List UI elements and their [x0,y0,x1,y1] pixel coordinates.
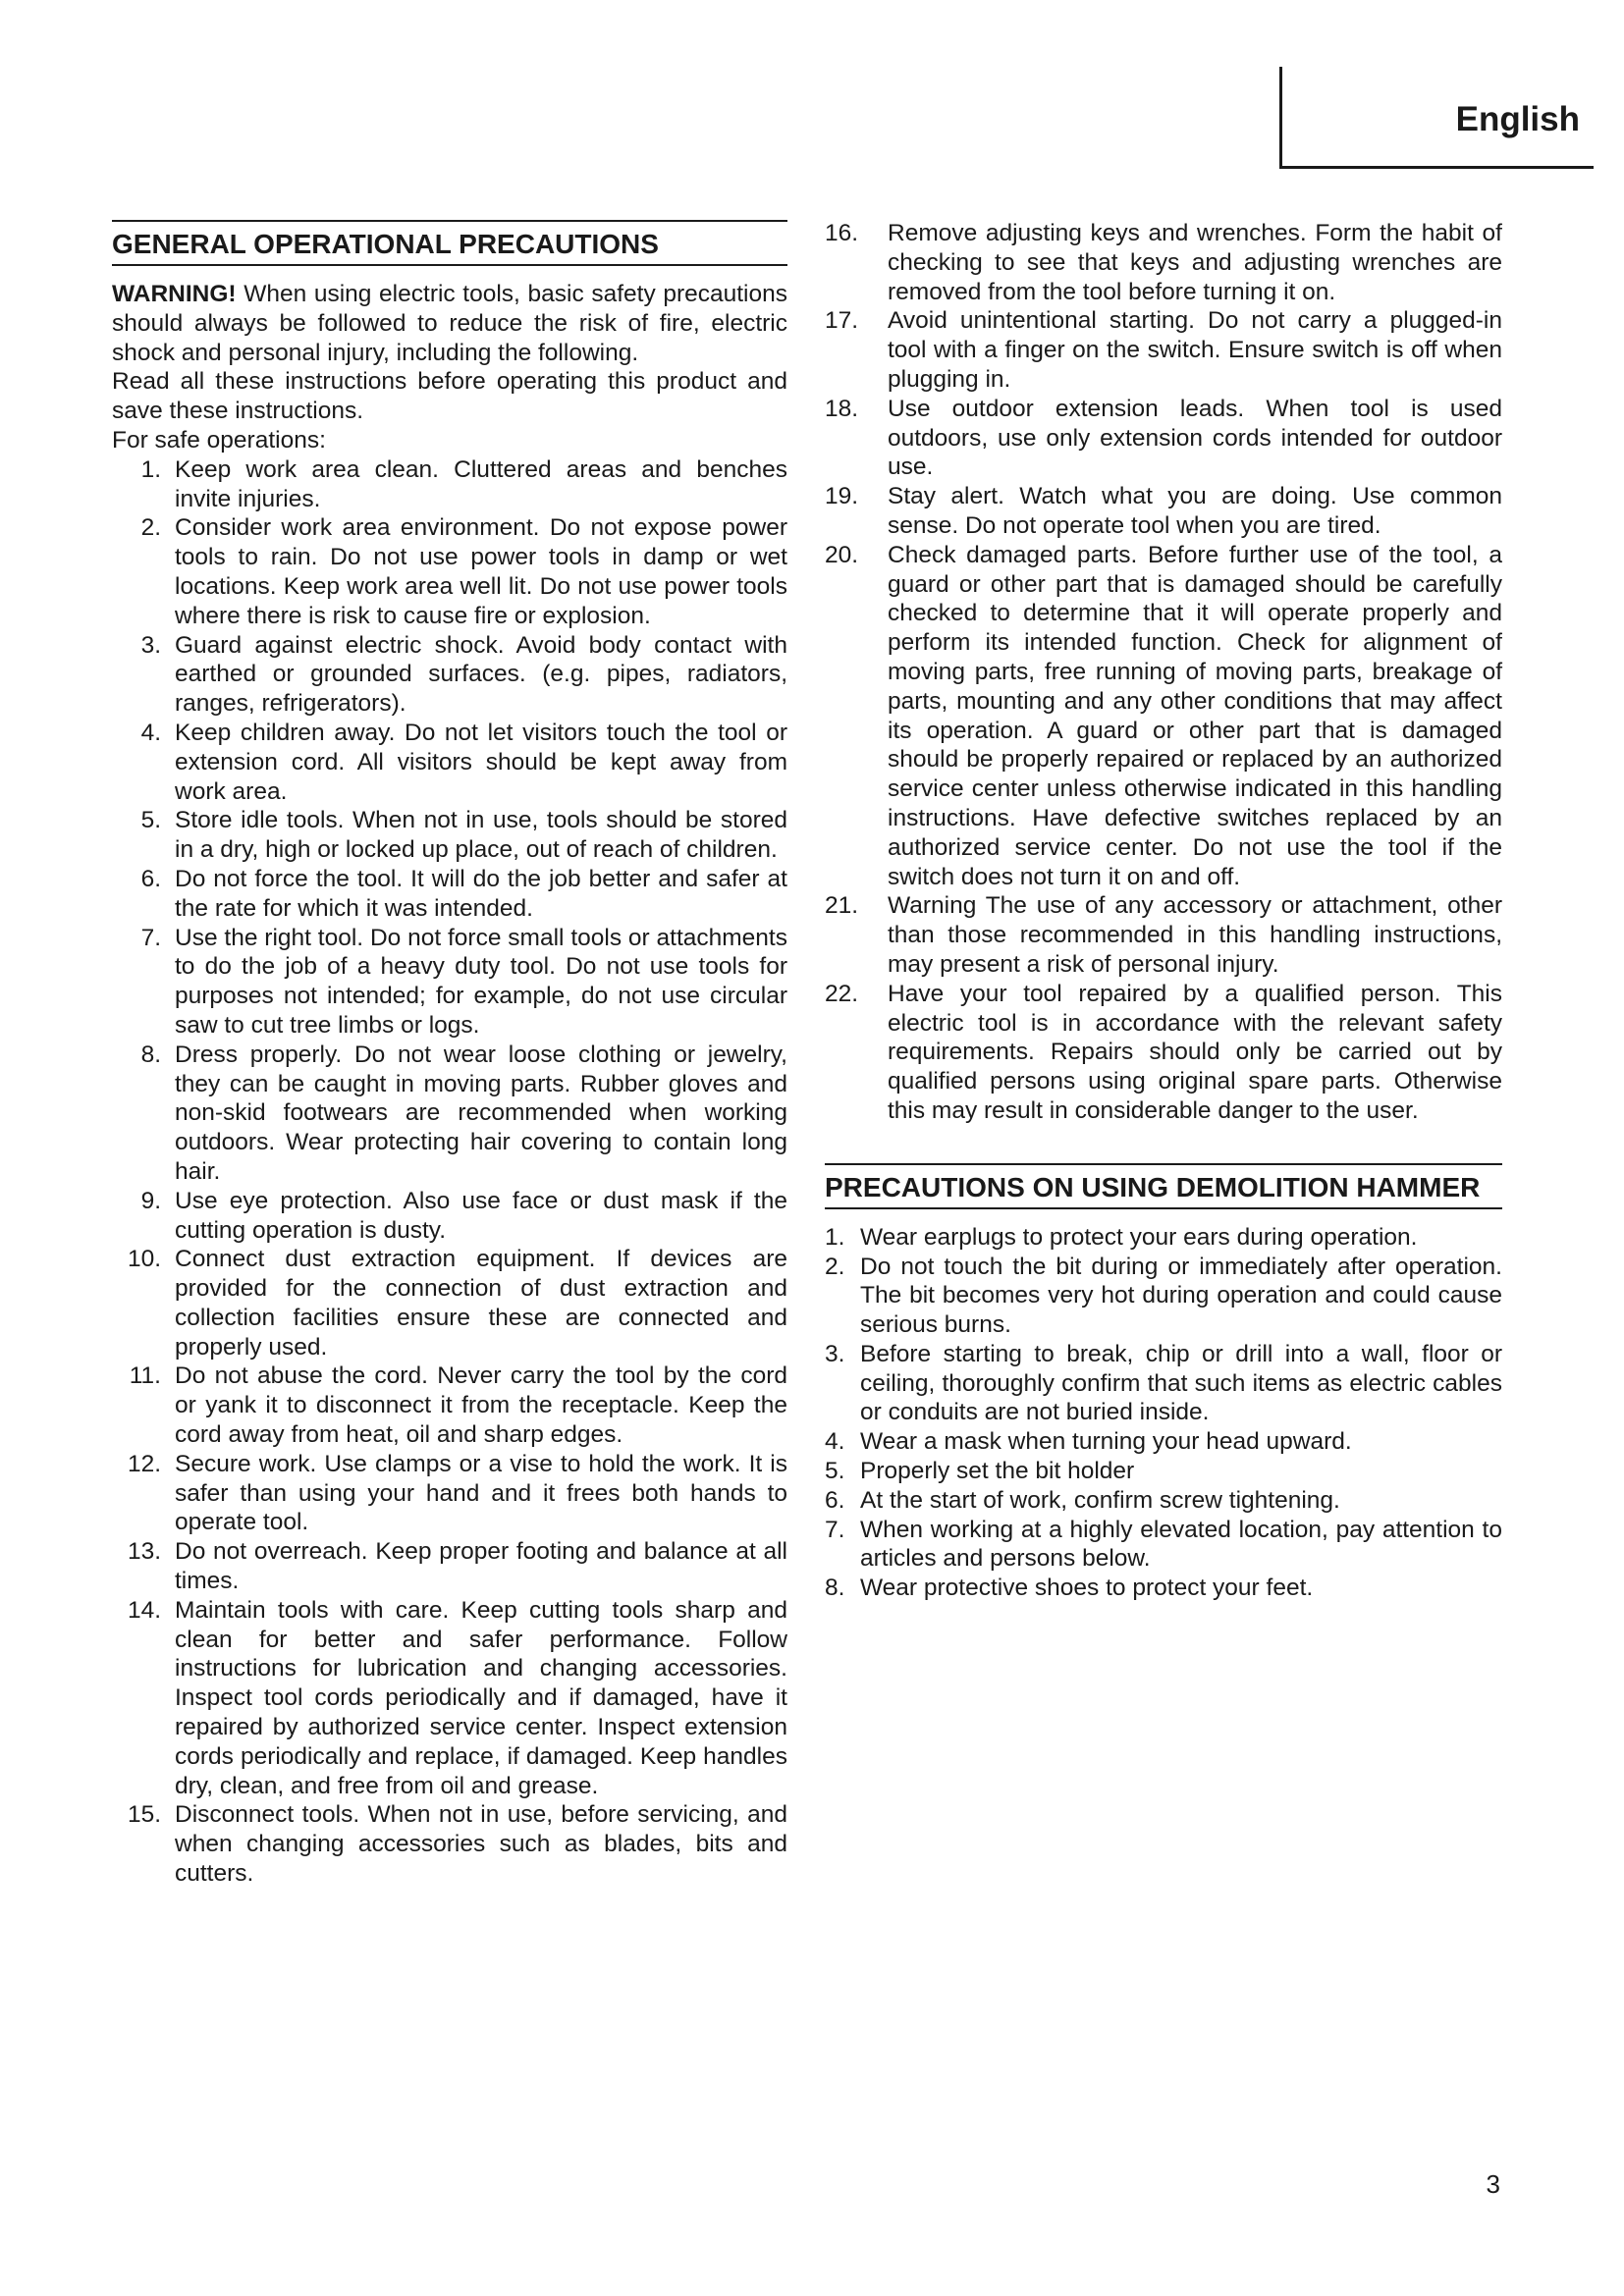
hammer-list [825,1223,1502,1603]
list-item: 6. Do not force the tool. It will do the job better and safer at the rate for which it was intended. [140,865,787,922]
list-item: 8. Wear protective shoes to protect your feet. [825,1575,1314,1602]
general-list-left [112,455,787,1889]
list-item: 17. Avoid unintentional starting. Do not carry a plugged-in tool with a finger on the switch. Ensure switch is off when plugging in. [825,307,1502,393]
list-item: 2. Consider work area environment. Do not expose power tools to rain. Do not use power tools in damp or wet locations. Keep work area well lit. Do not use power tools where there is risk to cause fire or explosion. [140,514,787,629]
language-label: English [1455,100,1580,138]
demolition-hammer-title: PRECAUTIONS ON USING DEMOLITION HAMMER [825,1163,1502,1209]
list-item: 12. Secure work. Use clamps or a vise to hold the work. It is safer than using your hand and it frees both hands to operate tool. [127,1450,787,1536]
list-item: 21. Warning The use of any accessory or attachment, other than those recommended in this handling instructions, may present a risk of personal injury. [825,892,1502,978]
list-item: 22. Have your tool repaired by a qualified person. This electric tool is in accordance with the relevant safety requirements. Repairs should only be carried out by qualified persons using original spare parts. Otherwise this may result in considerable danger to the user. [825,980,1502,1124]
right-column [825,219,1502,1603]
list-item: 6. At the start of work, confirm screw tightening. [825,1486,1340,1514]
language-tab [1279,67,1594,169]
list-item: 13. Do not overreach. Keep proper footing and balance at all times. [127,1538,787,1595]
list-item: 2. Do not touch the bit during or immediately after operation. The bit becomes very hot during operation and could cause serious burns. [825,1253,1502,1339]
warning-paragraph [112,280,787,367]
list-item: 18. Use outdoor extension leads. When tool is used outdoors, use only extension cords intended for outdoor use. [825,395,1502,481]
safe-operations-label: For safe operations: [112,426,326,454]
general-list-right [825,219,1502,1126]
list-item: 7. When working at a highly elevated location, pay attention to articles and persons below. [825,1516,1502,1573]
list-item: 19. Stay alert. Watch what you are doing. Use common sense. Do not operate tool when you are tired. [825,483,1502,539]
read-instructions-text: Read all these instructions before operating this product and save these instructions. [112,368,787,425]
list-item: 4. Keep children away. Do not let visitors touch the tool or extension cord. All visitors should be kept away from work area. [140,719,787,805]
list-item: 15. Disconnect tools. When not in use, before servicing, and when changing accessories such as blades, bits and cutters. [127,1801,787,1888]
list-item: 8. Dress properly. Do not wear loose clothing or jewelry, they can be caught in moving parts. Rubber gloves and non-skid footwears are recommended when working outdoors. Wear protecting hair covering to contain long hair. [140,1041,787,1185]
list-item: 10. Connect dust extraction equipment. If devices are provided for the connection of dust extraction and collection facilities ensure these are connected and properly used. [127,1246,787,1361]
list-item: 5. Properly set the bit holder [825,1458,1135,1485]
general-precautions-title: GENERAL OPERATIONAL PRECAUTIONS [112,220,787,266]
list-item: 1. Keep work area clean. Cluttered areas and benches invite injuries. [140,455,787,512]
warning-text: When using electric tools, basic safety precautions should always be followed to reduce the risk of fire, electric shock and personal injury, including the following. [112,281,787,366]
list-item: 7. Use the right tool. Do not force small tools or attachments to do the job of a heavy duty tool. Do not use tools for purposes not intended; for example, do not use circular saw to cut tree limbs or logs. [140,924,787,1039]
list-item: 9. Use eye protection. Also use face or dust mask if the cutting operation is dusty. [140,1187,787,1244]
list-item: 5. Store idle tools. When not in use, tools should be stored in a dry, high or locked up place, out of reach of children. [140,807,787,864]
demolition-hammer-section [825,1163,1502,1603]
list-item: 4. Wear a mask when turning your head upward. [825,1428,1352,1456]
list-item: 3. Guard against electric shock. Avoid body contact with earthed or grounded surfaces. (e.g. pipes, radiators, ranges, refrigerators). [140,631,787,718]
list-item: 1. Wear earplugs to protect your ears during operation. [825,1223,1418,1251]
left-column [112,220,787,1889]
page-number: 3 [1486,2169,1500,2199]
list-item: 16. Remove adjusting keys and wrenches. Form the habit of checking to see that keys and adjusting wrenches are removed from the tool before turning it on. [825,220,1502,305]
list-item: 14. Maintain tools with care. Keep cutting tools sharp and clean for better and safer performance. Follow instructions for lubrication and changing accessories. Inspect tool cords periodically and if damaged, have it repaired by authorized service center. Inspect extension cords periodically and replace, if damaged. Keep handles dry, clean, and free from oil and grease. [127,1596,787,1799]
list-item: 3. Before starting to break, chip or drill into a wall, floor or ceiling, thoroughly confirm that such items as electric cables or conduits are not buried inside. [825,1340,1502,1426]
warning-label: WARNING! [112,281,237,307]
list-item: 20. Check damaged parts. Before further use of the tool, a guard or other part that is damaged should be carefully checked to determine that it will operate properly and perform its intended function. Check for alignment of moving parts, free running of moving parts, breakage of parts, mounting and any other conditions that may affect its operation. A guard or other part that is damaged should be properly repaired or replaced by an authorized service center unless otherwise indicated in this handling instructions. Have defective switches replaced by an authorized service center. Do not use the tool if the switch does not turn it on and off. [825,541,1502,890]
list-item: 11. Do not abuse the cord. Never carry the tool by the cord or yank it to disconnect it from the receptacle. Keep the cord away from heat, oil and sharp edges. [129,1362,787,1449]
